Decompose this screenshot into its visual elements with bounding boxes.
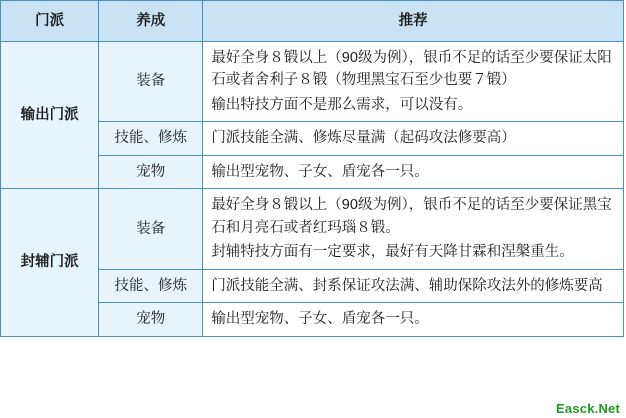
recommendation-cell-output-equipment xyxy=(203,42,624,122)
table-body xyxy=(1,42,624,337)
table-header-row xyxy=(1,1,624,42)
table-header xyxy=(1,1,624,42)
recommendation-line: 输出型宠物、子女、盾宠各一只。 xyxy=(211,163,429,180)
aspect-label-pets: 宠物 xyxy=(99,155,203,188)
recommendation-line: 输出特技方面不是那么需求，可以没有。 xyxy=(211,96,473,113)
recommendation-cell-output-pets xyxy=(203,155,624,188)
group-label-support-school: 封辅门派 xyxy=(1,189,99,336)
site-watermark: Easck.Net xyxy=(556,401,620,416)
aspect-label-equipment: 装备 xyxy=(99,189,203,269)
recommendation-line: 门派技能全满、修炼尽量满（起码攻法修要高） xyxy=(211,130,516,147)
aspect-label-pets: 宠物 xyxy=(99,303,203,336)
recommendation-cell-support-equipment xyxy=(203,189,624,269)
aspect-label-equipment: 装备 xyxy=(99,42,203,122)
recommendation-cell-output-skills xyxy=(203,122,624,155)
aspect-label-skills: 技能、修炼 xyxy=(99,269,203,302)
recommendation-line: 最好全身８锻以上（90级为例），银币不足的话至少要保证黑宝石和月亮石或者红玛瑙８锻。 xyxy=(211,197,612,236)
group-label-output-school: 输出门派 xyxy=(1,42,99,189)
column-header-recommendation: 推荐 xyxy=(203,1,624,42)
column-header-school: 门派 xyxy=(1,1,99,42)
table-row xyxy=(1,189,624,269)
recommendation-line: 封辅特技方面有一定要求，最好有天降甘霖和涅槃重生。 xyxy=(211,244,574,261)
table-row xyxy=(1,42,624,122)
column-header-aspect: 养成 xyxy=(99,1,203,42)
recommendation-line: 最好全身８锻以上（90级为例），银币不足的话至少要保证太阳石或者舍利子８锻（物理黑宝石至少也要７锻） xyxy=(211,50,612,89)
aspect-label-skills: 技能、修炼 xyxy=(99,122,203,155)
recommendation-cell-support-skills xyxy=(203,269,624,302)
recommendation-cell-support-pets xyxy=(203,303,624,336)
recommendation-line: 输出型宠物、子女、盾宠各一只。 xyxy=(211,311,429,328)
recommendation-line: 门派技能全满、封系保证攻法满、辅助保除攻法外的修炼要高 xyxy=(211,277,603,294)
